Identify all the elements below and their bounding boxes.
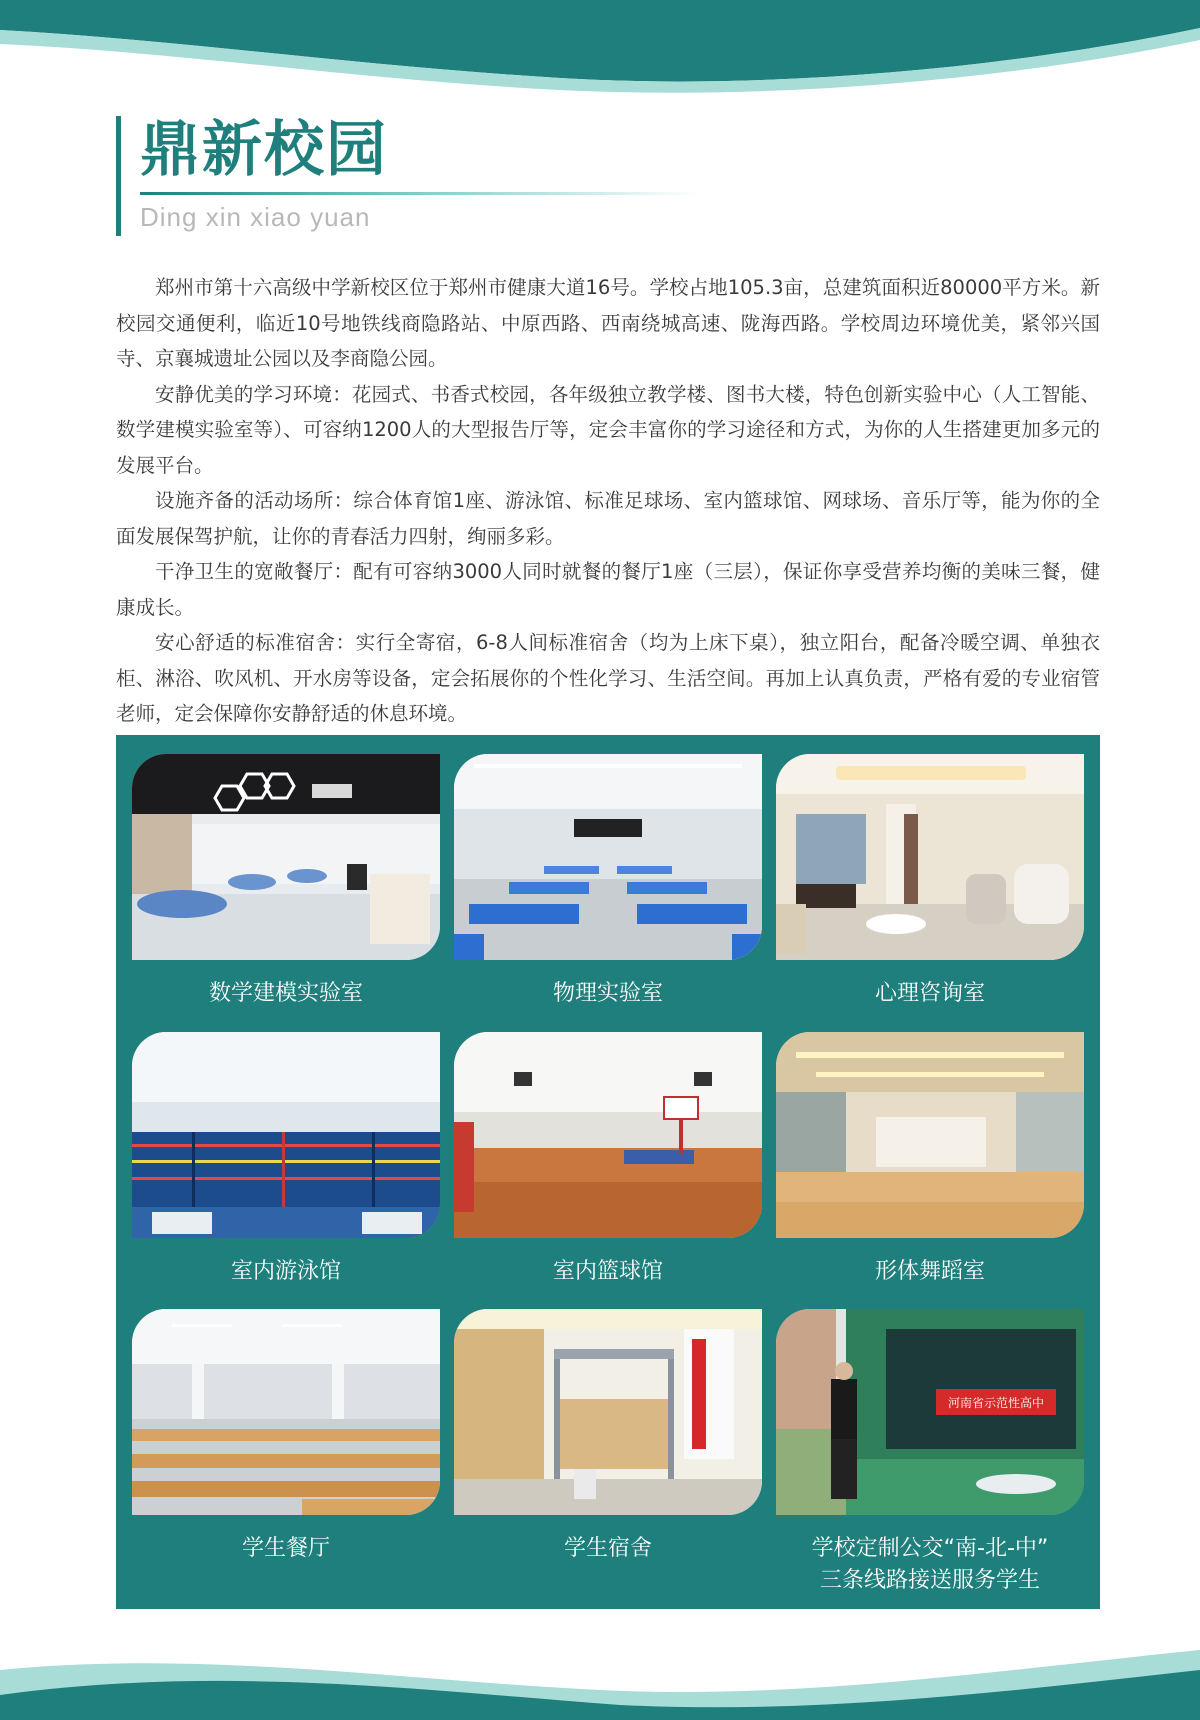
- section-heading: [116, 116, 716, 236]
- bottom-wave-decoration: [0, 1610, 1200, 1720]
- top-wave-decoration: [0, 0, 1200, 100]
- gallery-item-math-lab: [132, 754, 440, 1010]
- physics-lab-photo: [454, 754, 762, 960]
- facility-gallery: [116, 735, 1100, 1609]
- physics-lab-caption: 物理实验室: [552, 981, 663, 1006]
- paragraph-activity: 设施齐备的活动场所：综合体育馆1座、游泳馆、标准足球场、室内篮球馆、网球场、音乐厅等，能为你的全面发展保驾护航，让你的青春活力四射，绚丽多彩。: [116, 489, 1100, 548]
- gallery-item-dance-studio: [776, 1032, 1084, 1288]
- math-lab-photo: [132, 754, 440, 960]
- paragraph-learning: 安静优美的学习环境：花园式、书香式校园，各年级独立教学楼、图书大楼，特色创新实验中心（人工智能、数学建模实验室等）、可容纳1200人的大型报告厅等，定会丰富你的学习途径和方式，为你的人生搭建更加多元的发展平台。: [116, 382, 1100, 477]
- page-subtitle: Ding xin xiao yuan: [140, 202, 371, 232]
- heading-accent-bar: [116, 116, 121, 236]
- gallery-item-physics-lab: [454, 754, 762, 1010]
- dance-studio-photo: [776, 1032, 1084, 1238]
- paragraph-location: 郑州市第十六高级中学新校区位于郑州市健康大道16号。学校占地105.3亩，总建筑面积近80000平方米。新校园交通便利，临近10号地铁线商隐路站、中原西路、西南绕城高速、陇海西路。学校周边环境优美，紧邻兴国寺、京襄城遗址公园以及李商隐公园。: [116, 276, 1100, 370]
- bus-sign-text: 河南省示范性高中: [947, 1396, 1045, 1410]
- page-title: 鼎新校园: [140, 115, 388, 185]
- swimming-pool-photo: [132, 1032, 440, 1238]
- gallery-item-dormitory: [454, 1309, 762, 1565]
- heading-underline: [140, 192, 700, 195]
- gallery-item-school-bus: [776, 1309, 1084, 1597]
- gallery-item-dining-hall: [132, 1309, 440, 1565]
- gallery-item-swimming-pool: [132, 1032, 440, 1288]
- gallery-item-basketball-court: [454, 1032, 762, 1288]
- basketball-court-photo: [454, 1032, 762, 1238]
- gallery-item-counseling-room: [776, 754, 1084, 1010]
- dormitory-caption: 学生宿舍: [563, 1536, 652, 1561]
- basketball-court-caption: 室内篮球馆: [552, 1259, 663, 1284]
- paragraph-dorm: 安心舒适的标准宿舍：实行全寄宿，6-8人间标准宿舍（均为上床下桌），独立阳台，配备冷暖空调、单独衣柜、淋浴、吹风机、开水房等设备，定会拓展你的个性化学习、生活空间。再加上认真负责，严格有爱的专业宿管老师，定会保障你安静舒适的休息环境。: [116, 631, 1100, 725]
- counseling-room-photo: [776, 754, 1084, 960]
- dining-hall-caption: 学生餐厅: [241, 1536, 330, 1561]
- counseling-room-caption: 心理咨询室: [874, 981, 985, 1006]
- paragraph-dining: 干净卫生的宽敞餐厅：配有可容纳3000人同时就餐的餐厅1座（三层），保证你享受营养均衡的美味三餐，健康成长。: [116, 560, 1100, 619]
- dormitory-photo: [454, 1309, 762, 1515]
- intro-text: [116, 270, 1100, 732]
- dining-hall-photo: [132, 1309, 440, 1515]
- school-bus-caption: [776, 1533, 1084, 1597]
- dance-studio-caption: 形体舞蹈室: [874, 1259, 985, 1284]
- school-bus-caption-line1: 学校定制公交“南-北-中”: [811, 1536, 1049, 1561]
- school-bus-photo: [776, 1309, 1084, 1515]
- swimming-pool-caption: 室内游泳馆: [230, 1259, 341, 1284]
- school-bus-caption-line2: 三条线路接送服务学生: [819, 1568, 1040, 1593]
- math-lab-caption: 数学建模实验室: [208, 981, 363, 1006]
